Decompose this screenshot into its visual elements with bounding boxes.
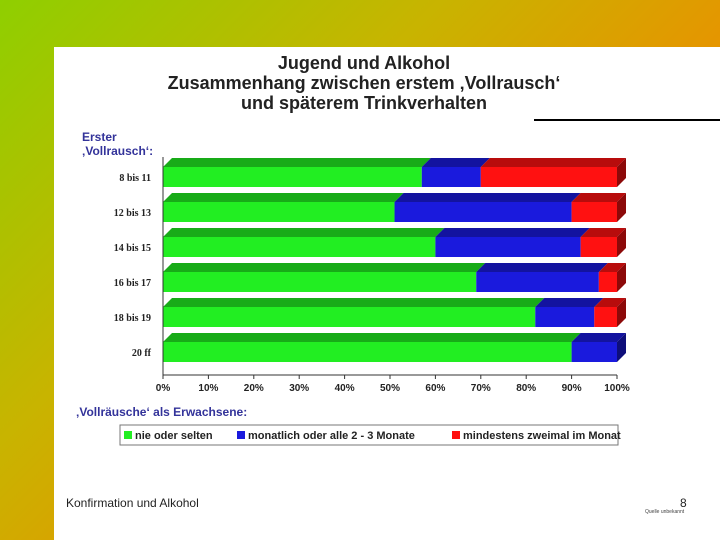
legend-label: monatlich oder alle 2 - 3 Monate	[248, 430, 415, 442]
legend-label: mindestens zweimal im Monat	[463, 430, 621, 442]
bar-segment-top	[535, 298, 603, 307]
source-note: Quelle unbekannt	[645, 509, 685, 515]
x-tick-label: 0%	[155, 383, 171, 394]
bar-segment	[535, 307, 594, 327]
bars-group	[114, 158, 626, 362]
bar-segment-top	[163, 333, 581, 342]
bar-segment-top	[395, 193, 581, 202]
title-line-2: Zusammenhang zwischen erstem ‚Vollrausch‘	[167, 73, 561, 93]
y-axis-label-line-1: Erster	[82, 130, 117, 144]
bar-segment	[581, 237, 617, 257]
bar-segment-top	[163, 158, 431, 167]
page-number: 8	[680, 496, 687, 510]
bar-segment	[163, 167, 422, 187]
x-tick-label: 20%	[243, 383, 264, 394]
bar-segment	[476, 272, 599, 292]
bar-segment	[163, 272, 476, 292]
bar-segment	[163, 237, 435, 257]
x-tick-label: 30%	[289, 383, 310, 394]
legend-swatch	[237, 431, 245, 439]
title-line-3: und späterem Trinkverhalten	[240, 93, 488, 113]
bar-segment-top	[572, 333, 626, 342]
bar-segment-top	[572, 193, 626, 202]
bar-segment	[599, 272, 617, 292]
x-tick-label: 90%	[561, 383, 582, 394]
category-label: 8 bis 11	[119, 173, 151, 184]
x-axis-label: ‚Vollräusche‘ als Erwachsene:	[76, 405, 248, 419]
x-tick-label: 60%	[425, 383, 446, 394]
bar-segment-top	[163, 193, 404, 202]
bar-segment-top	[163, 228, 444, 237]
bar-segment	[395, 202, 572, 222]
category-label: 16 bis 17	[113, 278, 151, 289]
x-tick-label: 100%	[604, 383, 630, 394]
bar-segment	[422, 167, 481, 187]
category-label: 12 bis 13	[113, 208, 151, 219]
category-label: 18 bis 19	[113, 313, 151, 324]
legend-label: nie oder selten	[135, 430, 213, 442]
bar-segment-top	[435, 228, 589, 237]
bar-segment-top	[163, 298, 544, 307]
legend-swatch	[124, 431, 132, 439]
bar-segment	[594, 307, 617, 327]
footer-text: Konfirmation und Alkohol	[66, 496, 199, 510]
bar-segment	[163, 307, 535, 327]
x-tick-label: 40%	[334, 383, 355, 394]
bar-segment	[435, 237, 580, 257]
bar-segment-top	[163, 263, 485, 272]
bar-segment	[163, 342, 572, 362]
bar-segment-top	[422, 158, 490, 167]
bar-segment-top	[476, 263, 608, 272]
stacked-bar-chart	[54, 47, 720, 540]
category-label: 20 ff	[131, 348, 151, 359]
x-tick-label: 10%	[198, 383, 219, 394]
y-axis-label-line-2: ‚Vollrausch‘:	[82, 144, 154, 158]
legend-swatch	[452, 431, 460, 439]
x-tick-label: 50%	[379, 383, 401, 394]
bar-segment	[572, 342, 617, 362]
legend	[124, 430, 621, 442]
category-label: 14 bis 15	[113, 243, 151, 254]
title-line-1: Jugend und Alkohol	[277, 53, 451, 73]
bar-segment	[481, 167, 617, 187]
x-tick-label: 80%	[516, 383, 537, 394]
bar-segment	[163, 202, 395, 222]
slide	[54, 47, 720, 540]
bar-segment	[572, 202, 617, 222]
x-tick-label: 70%	[470, 383, 491, 394]
bar-segment-top	[481, 158, 626, 167]
